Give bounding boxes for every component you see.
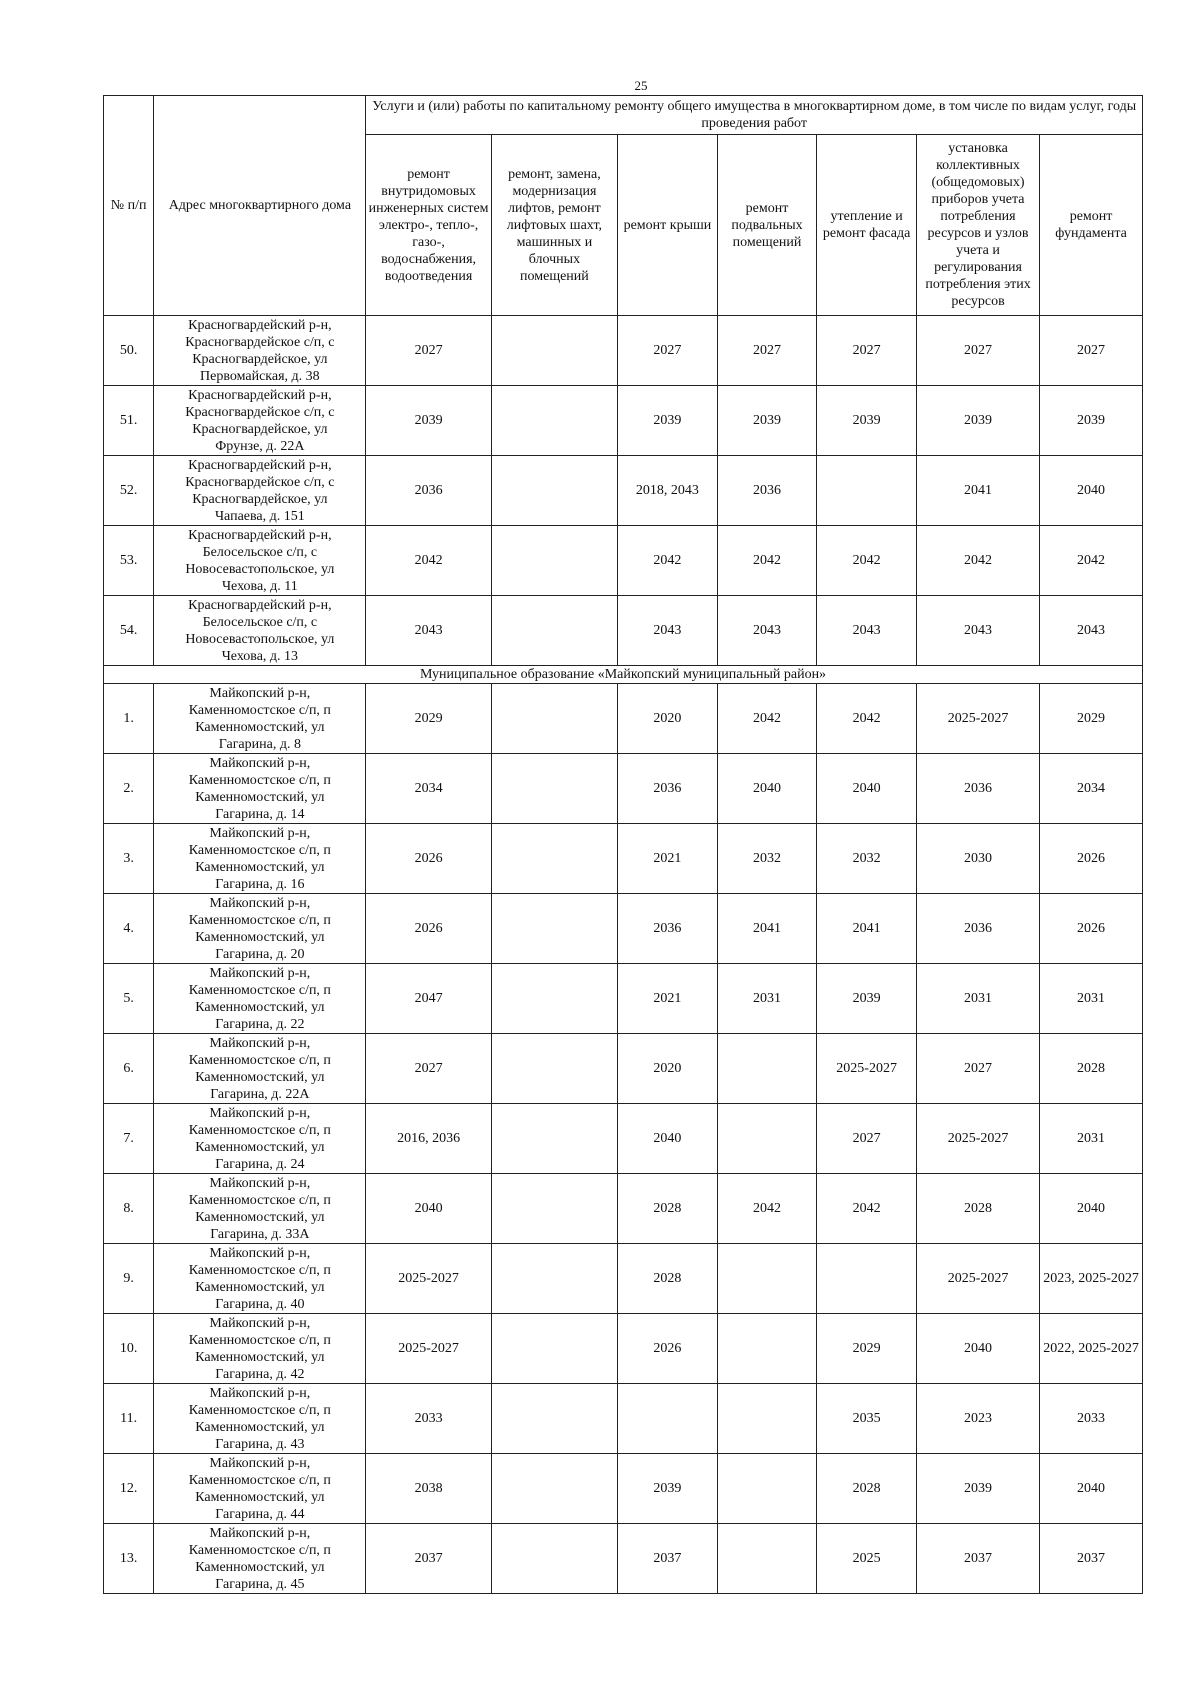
row-number: 3.	[104, 824, 154, 894]
header-col-basement: ремонт подвальных помещений	[717, 135, 817, 316]
header-col-facade: утепление и ремонт фасада	[817, 135, 917, 316]
address-line: Каменномостское с/п, п	[188, 1192, 331, 1208]
row-address	[154, 1104, 366, 1174]
header-col-roof: ремонт крыши	[618, 135, 718, 316]
address-line: Красногвардейское с/п, с	[185, 334, 335, 350]
year-cell: 2042	[817, 684, 917, 754]
year-cell: 2036	[916, 754, 1039, 824]
table-row	[104, 1104, 1143, 1174]
year-cell	[491, 526, 617, 596]
table-row	[104, 526, 1143, 596]
header-col-meters: установка коллективных (общедомовых) приборов учета потребления ресурсов и узлов учета и регулирования потребления этих ресурсов	[916, 135, 1039, 316]
year-cell: 2040	[1040, 1454, 1143, 1524]
row-address	[154, 316, 366, 386]
row-number: 13.	[104, 1524, 154, 1594]
year-cell	[717, 1034, 817, 1104]
year-cell: 2041	[817, 894, 917, 964]
year-cell: 2042	[817, 1174, 917, 1244]
year-cell	[618, 1384, 718, 1454]
year-cell: 2036	[366, 456, 491, 526]
year-cell: 2039	[817, 964, 917, 1034]
address-line: Гагарина, д. 8	[218, 736, 301, 752]
address-line: Чехова, д. 11	[221, 578, 298, 594]
year-cell: 2047	[366, 964, 491, 1034]
address-line: Каменномостское с/п, п	[188, 982, 331, 998]
year-cell: 2040	[366, 1174, 491, 1244]
year-cell	[717, 1384, 817, 1454]
year-cell: 2020	[618, 684, 718, 754]
table-row	[104, 1384, 1143, 1454]
row-number: 50.	[104, 316, 154, 386]
year-cell: 2036	[916, 894, 1039, 964]
address-line: Красногвардейский р-н,	[188, 597, 332, 613]
address-line: Красногвардейский р-н,	[188, 317, 332, 333]
address-line: Майкопский р-н,	[209, 1525, 311, 1541]
address-line: Каменномостский, ул	[195, 719, 325, 735]
row-address	[154, 596, 366, 666]
year-cell	[491, 1454, 617, 1524]
year-cell: 2027	[366, 1034, 491, 1104]
row-number: 5.	[104, 964, 154, 1034]
year-cell: 2027	[916, 1034, 1039, 1104]
year-cell: 2039	[618, 386, 718, 456]
address-line: Белосельское с/п, с	[202, 614, 318, 630]
year-cell: 2039	[1040, 386, 1143, 456]
address-line: Каменномостский, ул	[195, 789, 325, 805]
row-address	[154, 1314, 366, 1384]
year-cell: 2042	[717, 526, 817, 596]
row-address	[154, 1034, 366, 1104]
year-cell	[717, 1244, 817, 1314]
year-cell: 2027	[717, 316, 817, 386]
address-line: Каменномостское с/п, п	[188, 1332, 331, 1348]
year-cell: 2042	[1040, 526, 1143, 596]
year-cell	[491, 386, 617, 456]
header-col-engineering: ремонт внутридомовых инженерных систем электро-, тепло-, газо-, водоснабжения, водоотведения	[366, 135, 491, 316]
address-line: Каменномостский, ул	[195, 1489, 325, 1505]
year-cell: 2040	[817, 754, 917, 824]
year-cell	[491, 596, 617, 666]
address-line: Красногвардейское с/п, с	[185, 474, 335, 490]
year-cell: 2038	[366, 1454, 491, 1524]
year-cell: 2039	[366, 386, 491, 456]
year-cell: 2025-2027	[366, 1314, 491, 1384]
year-cell: 2032	[817, 824, 917, 894]
year-cell: 2043	[618, 596, 718, 666]
year-cell: 2043	[1040, 596, 1143, 666]
year-cell: 2042	[916, 526, 1039, 596]
address-line: Каменномостское с/п, п	[188, 1122, 331, 1138]
row-number: 51.	[104, 386, 154, 456]
table-row	[104, 894, 1143, 964]
year-cell: 2023, 2025-2027	[1040, 1244, 1143, 1314]
year-cell: 2028	[817, 1454, 917, 1524]
address-line: Новосевастопольское, ул	[185, 561, 335, 577]
year-cell: 2030	[916, 824, 1039, 894]
table-header	[104, 96, 1143, 316]
row-address	[154, 754, 366, 824]
year-cell: 2040	[717, 754, 817, 824]
row-number: 12.	[104, 1454, 154, 1524]
year-cell: 2026	[1040, 894, 1143, 964]
table-row	[104, 1034, 1143, 1104]
year-cell: 2037	[618, 1524, 718, 1594]
year-cell: 2036	[618, 754, 718, 824]
year-cell: 2025-2027	[916, 684, 1039, 754]
year-cell: 2034	[1040, 754, 1143, 824]
year-cell: 2022, 2025-2027	[1040, 1314, 1143, 1384]
year-cell: 2025-2027	[817, 1034, 917, 1104]
row-number: 8.	[104, 1174, 154, 1244]
year-cell: 2031	[1040, 1104, 1143, 1174]
address-line: Майкопский р-н,	[209, 1035, 311, 1051]
header-num: № п/п	[104, 96, 154, 316]
row-address	[154, 824, 366, 894]
address-line: Майкопский р-н,	[209, 685, 311, 701]
address-line: Первомайская, д. 38	[200, 368, 320, 384]
address-line: Майкопский р-н,	[209, 1105, 311, 1121]
address-line: Чехова, д. 13	[221, 648, 299, 664]
address-line: Гагарина, д. 24	[215, 1156, 305, 1172]
table-row	[104, 596, 1143, 666]
year-cell	[491, 456, 617, 526]
year-cell: 2040	[1040, 1174, 1143, 1244]
year-cell: 2031	[916, 964, 1039, 1034]
year-cell: 2034	[366, 754, 491, 824]
address-line: Красногвардейский р-н,	[188, 527, 332, 543]
year-cell: 2035	[817, 1384, 917, 1454]
year-cell: 2042	[717, 1174, 817, 1244]
address-line: Каменномостский, ул	[195, 1559, 325, 1575]
row-number: 11.	[104, 1384, 154, 1454]
address-line: Каменномостский, ул	[195, 859, 325, 875]
year-cell: 2026	[366, 894, 491, 964]
year-cell: 2025-2027	[916, 1244, 1039, 1314]
year-cell: 2025	[817, 1524, 917, 1594]
year-cell	[491, 894, 617, 964]
year-cell: 2032	[717, 824, 817, 894]
header-col-elevators: ремонт, замена, модернизация лифтов, ремонт лифтовых шахт, машинных и блочных помещений	[491, 135, 617, 316]
table-row	[104, 684, 1143, 754]
year-cell: 2021	[618, 964, 718, 1034]
address-line: Гагарина, д. 44	[215, 1506, 305, 1522]
address-line: Гагарина, д. 45	[215, 1576, 305, 1592]
address-line: Каменномостский, ул	[195, 1349, 325, 1365]
year-cell: 2039	[717, 386, 817, 456]
address-line: Каменномостское с/п, п	[188, 1052, 331, 1068]
year-cell: 2037	[366, 1524, 491, 1594]
address-line: Гагарина, д. 33А	[210, 1226, 310, 1242]
row-number: 2.	[104, 754, 154, 824]
year-cell: 2026	[618, 1314, 718, 1384]
row-address	[154, 1174, 366, 1244]
year-cell: 2016, 2036	[366, 1104, 491, 1174]
year-cell: 2039	[618, 1454, 718, 1524]
year-cell: 2025-2027	[366, 1244, 491, 1314]
address-line: Каменномостский, ул	[195, 929, 325, 945]
year-cell	[717, 1314, 817, 1384]
year-cell: 2021	[618, 824, 718, 894]
year-cell: 2043	[366, 596, 491, 666]
year-cell	[817, 1244, 917, 1314]
year-cell: 2023	[916, 1384, 1039, 1454]
year-cell	[491, 684, 617, 754]
address-line: Гагарина, д. 16	[215, 876, 305, 892]
address-line: Майкопский р-н,	[209, 1385, 311, 1401]
year-cell: 2040	[916, 1314, 1039, 1384]
section-row	[104, 666, 1143, 684]
row-address	[154, 964, 366, 1034]
year-cell: 2042	[817, 526, 917, 596]
table-row	[104, 1314, 1143, 1384]
address-line: Каменномостское с/п, п	[188, 772, 331, 788]
address-line: Майкопский р-н,	[209, 1245, 311, 1261]
row-number: 53.	[104, 526, 154, 596]
year-cell: 2029	[1040, 684, 1143, 754]
row-number: 10.	[104, 1314, 154, 1384]
year-cell	[817, 456, 917, 526]
address-line: Каменномостское с/п, п	[188, 1472, 331, 1488]
table-row	[104, 386, 1143, 456]
year-cell	[491, 754, 617, 824]
year-cell: 2040	[618, 1104, 718, 1174]
year-cell: 2037	[916, 1524, 1039, 1594]
year-cell: 2042	[618, 526, 718, 596]
year-cell: 2033	[366, 1384, 491, 1454]
year-cell	[491, 964, 617, 1034]
row-address	[154, 684, 366, 754]
row-address	[154, 526, 366, 596]
address-line: Гагарина, д. 14	[215, 806, 305, 822]
address-line: Майкопский р-н,	[209, 825, 311, 841]
year-cell: 2036	[618, 894, 718, 964]
year-cell: 2041	[916, 456, 1039, 526]
year-cell: 2039	[916, 386, 1039, 456]
year-cell: 2028	[618, 1174, 718, 1244]
year-cell: 2027	[1040, 316, 1143, 386]
row-address	[154, 456, 366, 526]
year-cell: 2028	[916, 1174, 1039, 1244]
address-line: Каменномостский, ул	[195, 1139, 325, 1155]
year-cell: 2033	[1040, 1384, 1143, 1454]
address-line: Гагарина, д. 40	[215, 1296, 305, 1312]
row-address	[154, 386, 366, 456]
year-cell: 2041	[717, 894, 817, 964]
address-line: Чапаева, д. 151	[214, 508, 305, 524]
page-number: 25	[634, 78, 648, 93]
year-cell: 2025-2027	[916, 1104, 1039, 1174]
table-row	[104, 1174, 1143, 1244]
row-address	[154, 1454, 366, 1524]
section-title: Муниципальное образование «Майкопский муниципальный район»	[104, 666, 1143, 684]
year-cell: 2031	[1040, 964, 1143, 1034]
year-cell: 2043	[817, 596, 917, 666]
address-line: Майкопский р-н,	[209, 965, 311, 981]
address-line: Красногвардейский р-н,	[188, 457, 332, 473]
year-cell	[491, 1244, 617, 1314]
header-address: Адрес многоквартирного дома	[154, 96, 366, 316]
row-number: 4.	[104, 894, 154, 964]
address-line: Гагарина, д. 43	[215, 1436, 305, 1452]
year-cell: 2040	[1040, 456, 1143, 526]
address-line: Гагарина, д. 22	[215, 1016, 305, 1032]
table-row	[104, 1524, 1143, 1594]
year-cell	[491, 1034, 617, 1104]
row-address	[154, 1384, 366, 1454]
year-cell: 2042	[366, 526, 491, 596]
address-line: Красногвардейское, ул	[192, 491, 328, 507]
year-cell: 2036	[717, 456, 817, 526]
year-cell	[491, 1314, 617, 1384]
year-cell: 2042	[717, 684, 817, 754]
table-row	[104, 456, 1143, 526]
year-cell: 2031	[717, 964, 817, 1034]
year-cell	[717, 1104, 817, 1174]
year-cell: 2028	[618, 1244, 718, 1314]
year-cell: 2027	[618, 316, 718, 386]
row-number: 9.	[104, 1244, 154, 1314]
address-line: Гагарина, д. 20	[215, 946, 305, 962]
address-line: Белосельское с/п, с	[202, 544, 318, 560]
year-cell	[491, 1104, 617, 1174]
address-line: Каменномостский, ул	[195, 999, 325, 1015]
address-line: Каменномостское с/п, п	[188, 702, 331, 718]
year-cell: 2029	[366, 684, 491, 754]
header-col-foundation: ремонт фундамента	[1040, 135, 1143, 316]
address-line: Красногвардейское с/п, с	[185, 404, 335, 420]
year-cell	[491, 824, 617, 894]
year-cell	[717, 1524, 817, 1594]
address-line: Майкопский р-н,	[209, 895, 311, 911]
year-cell: 2037	[1040, 1524, 1143, 1594]
address-line: Гагарина, д. 22А	[210, 1086, 310, 1102]
year-cell: 2027	[916, 316, 1039, 386]
row-number: 54.	[104, 596, 154, 666]
address-line: Каменномостский, ул	[195, 1069, 325, 1085]
address-line: Каменномостский, ул	[195, 1209, 325, 1225]
address-line: Майкопский р-н,	[209, 1455, 311, 1471]
year-cell	[491, 1384, 617, 1454]
row-address	[154, 1244, 366, 1314]
row-number: 1.	[104, 684, 154, 754]
address-line: Майкопский р-н,	[209, 755, 311, 771]
address-line: Красногвардейское, ул	[192, 421, 328, 437]
year-cell: 2027	[817, 316, 917, 386]
year-cell	[491, 1174, 617, 1244]
header-group: Услуги и (или) работы по капитальному ремонту общего имущества в многоквартирном доме, в том числе по видам услуг, годы проведения работ	[366, 96, 1143, 135]
year-cell: 2039	[817, 386, 917, 456]
table-body	[104, 316, 1143, 1594]
year-cell: 2028	[1040, 1034, 1143, 1104]
address-line: Майкопский р-н,	[209, 1175, 311, 1191]
year-cell: 2027	[817, 1104, 917, 1174]
table-row	[104, 316, 1143, 386]
year-cell	[717, 1454, 817, 1524]
year-cell: 2026	[1040, 824, 1143, 894]
address-line: Красногвардейский р-н,	[188, 387, 332, 403]
table-row	[104, 824, 1143, 894]
address-line: Каменномостское с/п, п	[188, 1262, 331, 1278]
address-line: Майкопский р-н,	[209, 1315, 311, 1331]
address-line: Каменномостское с/п, п	[188, 1542, 331, 1558]
year-cell: 2029	[817, 1314, 917, 1384]
address-line: Каменномостский, ул	[195, 1279, 325, 1295]
row-address	[154, 894, 366, 964]
year-cell	[491, 316, 617, 386]
row-number: 52.	[104, 456, 154, 526]
year-cell: 2026	[366, 824, 491, 894]
row-number: 6.	[104, 1034, 154, 1104]
year-cell	[491, 1524, 617, 1594]
address-line: Красногвардейское, ул	[192, 351, 328, 367]
address-line: Каменномостское с/п, п	[188, 1402, 331, 1418]
year-cell: 2027	[366, 316, 491, 386]
address-line: Каменномостское с/п, п	[188, 842, 331, 858]
address-line: Фрунзе, д. 22А	[215, 438, 305, 454]
year-cell: 2018, 2043	[618, 456, 718, 526]
row-number: 7.	[104, 1104, 154, 1174]
table-row	[104, 964, 1143, 1034]
address-line: Гагарина, д. 42	[215, 1366, 305, 1382]
year-cell: 2020	[618, 1034, 718, 1104]
year-cell: 2043	[717, 596, 817, 666]
table-row	[104, 1454, 1143, 1524]
capital-repair-table	[103, 95, 1143, 1594]
year-cell: 2039	[916, 1454, 1039, 1524]
address-line: Новосевастопольское, ул	[185, 631, 335, 647]
row-address	[154, 1524, 366, 1594]
address-line: Каменномостский, ул	[195, 1419, 325, 1435]
address-line: Каменномостское с/п, п	[188, 912, 331, 928]
year-cell: 2043	[916, 596, 1039, 666]
table-row	[104, 754, 1143, 824]
table-row	[104, 1244, 1143, 1314]
